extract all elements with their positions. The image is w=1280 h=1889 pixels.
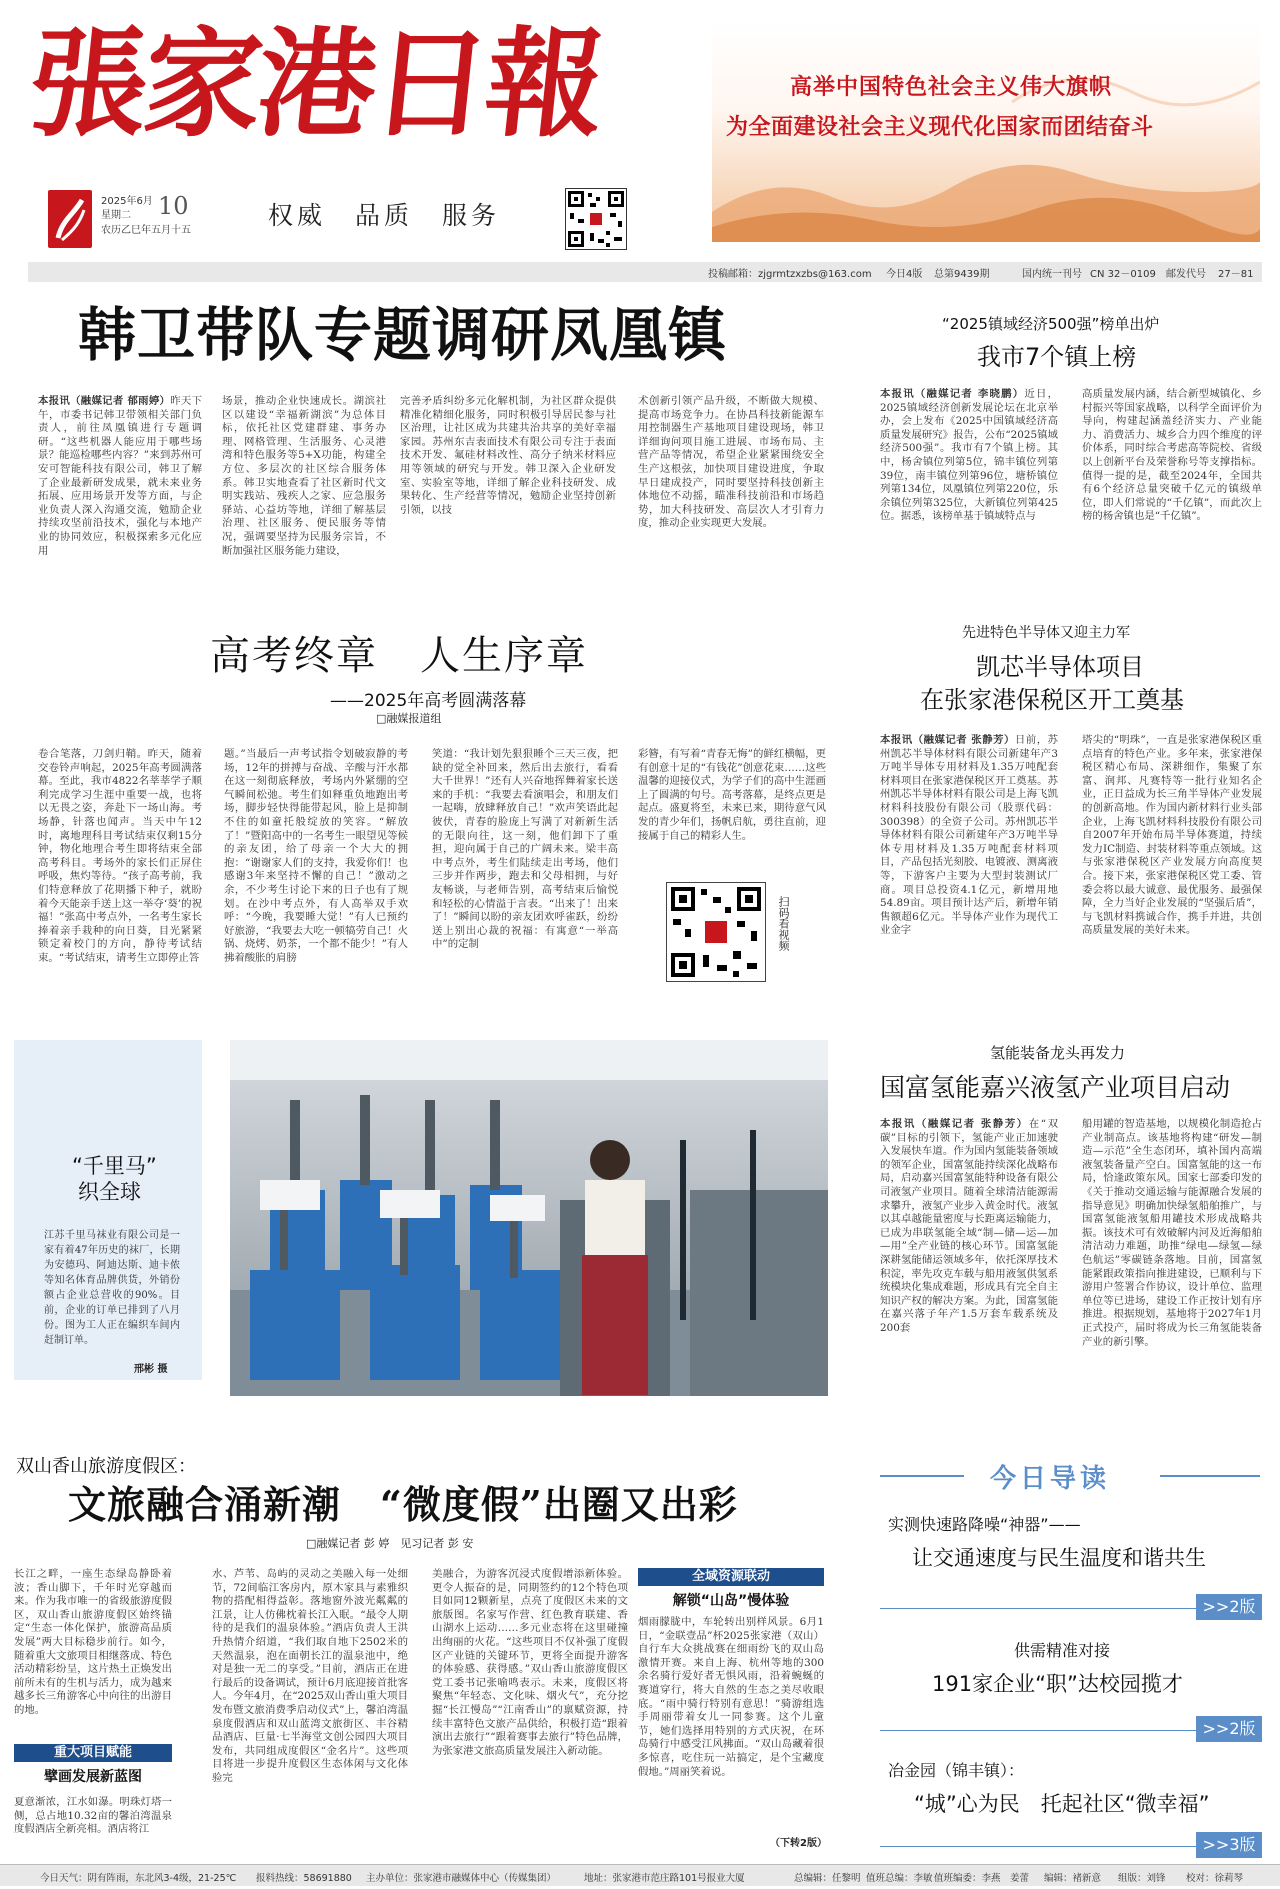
gaokao-col-1: [38, 748, 202, 990]
gaokao-col-2: [224, 748, 408, 990]
guide-title: 今日导读: [990, 1464, 1111, 1494]
lead-headline: 韩卫带队专题调研凤凰镇: [78, 301, 728, 369]
tourism-section-label-1: 重大项目赋能: [14, 1744, 172, 1762]
masthead-motto: 权威 品质 服务: [268, 201, 501, 230]
hydrogen-headline: 国富氢能嘉兴液氢产业项目启动: [880, 1073, 1231, 1102]
guide-item-3-page[interactable]: >>3版: [1196, 1832, 1262, 1858]
guide-item-2-underline: [880, 1730, 1210, 1731]
masthead-lunar: 农历乙巳年五月十五: [101, 225, 191, 236]
footer-hotline: 报料热线：58691880: [256, 1873, 352, 1884]
guide-item-1-headline[interactable]: 让交通速度与民生温度和谐共生: [912, 1546, 1206, 1570]
qianlima-credit: 邢彬 摄: [134, 1364, 168, 1375]
footer-night: 值班总编：李敏: [866, 1873, 933, 1884]
semicon-byline: 本报讯（融媒记者 张静芳）: [880, 734, 1015, 746]
towns-byline: 本报讯（融媒记者 李晓鹏）: [880, 388, 1025, 400]
tourism-byline: □融媒记者 彭 婷 见习记者 彭 安: [306, 1537, 474, 1550]
lead-col-1: [38, 395, 202, 573]
lead-text-3: 完善矛盾纠纷多元化解机制，为社区群众提供精准化精细化服务，同时积极引导居民参与社区治理，让社区成为共建共治共享的美好幸福家园。苏州东吉表面技术有限公司专注于表面技术开发、氟硅材料改性、高分子纳米材料应用等领域的研究与开发。韩卫深入企业研发室、实验室等地，详细了解企业科技研发、成果转化、生产经营等情况，勉励企业坚持创新引领，以技: [400, 395, 616, 516]
lead-col-4: [638, 395, 824, 573]
masthead-date: 2025年6月: [101, 196, 153, 207]
qianlima-title-2: 织全球: [78, 1180, 141, 1204]
info-email: 投稿邮箱：zjgrmtzxzbs@163.com: [708, 269, 872, 280]
masthead-day: 10: [158, 192, 189, 220]
semicon-headline-2: 在张家港保税区开工奠基: [920, 686, 1184, 714]
qianlima-title-1: “千里马”: [72, 1154, 157, 1178]
masthead-logo: [22, 14, 608, 164]
lead-col-2: [222, 395, 386, 573]
tourism-col-2: [212, 1568, 408, 1850]
towns-text-1: 近日，2025镇域经济创新发展论坛在北京举办，会上发布《2025中国镇域经济高质量发展研究》报告，公布“2025镇域经济500强”。我市有7个镇上榜。其中，杨舍镇位列第5位，锦丰镇位列第39位，南丰镇位列第96位，塘桥镇位列第134位，凤凰镇位列第220位，乐余镇位列第325位，大新镇位列第425位。据悉，该榜单基于镇域特点与: [880, 388, 1058, 523]
semicon-col-1: [880, 734, 1058, 990]
info-pages: 今日4版: [886, 269, 923, 280]
gaokao-text-3: 笑道：“我计划先狠狠睡个三天三夜，把缺的觉全补回来，然后出去旅行，看看大千世界！”还有人兴奋地挥舞着家长送来的手机：“我要去看演唱会，和朋友们一起嗨，放肆释放自己！”欢声笑语此起彼伏，青春的脸庞上写满了对新新生活的无限向往，这一刻，他们卸下了重担，迎向属于自己的广阔未来。梁丰高中考点外，考生们陆续走出考场，他们三步并作两步，跑去和父母相拥，与好友畅谈，与老师告别，高考结束后愉悦和轻松的心情溢于言表。“出来了！出来了！”瞬间以盼的亲友团欢呼雀跃，纷纷送上别出心裁的祝福：有寓意“一举高中”的定制: [432, 748, 618, 951]
info-bar: [28, 262, 1262, 282]
factory-photo: [230, 1040, 828, 1396]
tourism-text-2: 水、芦苇、岛屿的灵动之美融入每一处细节，72间临江客房内，原木家具与素雅织物的搭配相得益彰。落地窗外波光粼粼的江景，让人仿佛枕着长江入眠。“最令人期待的是我们的温泉体验。”酒店负责人王洪升热情介绍道，“我们取自地下2502米的天然温泉，泡在面朝长江的温泉池中，绝对是独一无二的享受。”目前，酒店正在进行最后的设备调试，预计6月底迎接首批客人。今年4月，在“2025双山香山重大项目发布暨文旅消费季启动仪式”上，馨泊湾温泉度假酒店和双山蓝湾文旅街区、丰谷精品酒店、巨量·七半海堂文创公园四大项目发布，共同组成度假区“金名片”。这些项目将进一步提升度假区生态体闲与文化体验完: [212, 1568, 408, 1784]
masthead-weekday: 星期二: [101, 210, 131, 221]
semicon-kicker: 先进特色半导体又迎主力军: [962, 625, 1130, 641]
footer-weather: 今日天气：阴有阵雨，东北风3-4级，21-25℃: [40, 1873, 237, 1884]
slogan-banner: [712, 22, 1260, 242]
tourism-kicker: 双山香山旅游度假区：: [16, 1456, 196, 1477]
tourism-section-label-2: 全域资源联动: [638, 1568, 824, 1586]
gaokao-headline: 高考终章 人生序章: [210, 633, 588, 679]
tourism-section-sub-2: 解锁“山岛”慢体验: [672, 1593, 790, 1609]
towns-col-2: [1082, 388, 1262, 568]
towns-headline: 我市7个镇上榜: [977, 343, 1137, 371]
info-cn-number: CN 32－0109: [1090, 269, 1156, 280]
gaokao-text-1: 卷合笔落，刀剑归鞘。昨天，随着交卷铃声响起，2025年高考圆满落幕。至此，我市4822名莘莘学子顺利完成学习生涯中重要一战，也将以无畏之姿，奔赴下一场山海。考场静，针落也闻声。当天中午12时，离地理科目考试结束仅剩15分钟，物化地理合考生即将结束全部高考科目。考场外的家长们正屏住呼吸，焦灼等待。“孩子高考前，我们特意释放了花期播下种子，就盼着今天能亲手送上这一举夺‘葵’的祝福！”张高中考点外，一名考生家长捧着亲手栽种的向日葵，目光紧紧锁定着校门的方向，静待考试结束。“考试结束，请考生立即停止答: [38, 748, 202, 964]
tourism-text-1: 长江之畔，一座生态绿岛静卧着波；香山脚下，千年时光穿越而来。作为我市唯一的省级旅游度假区，双山香山旅游度假区始终锚定“生态一体化保护，旅游高品质发展”两大目标稳步前行。如今，随着重大文旅项目相继落成、特色活动精彩纷呈，这片热土正焕发出前所未有的生机与活力，成为越来越多长三角游客心中向往的出游目的地。: [14, 1568, 172, 1716]
tourism-col-1b: [14, 1796, 172, 1850]
lead-text-1: 昨天下午，市委书记韩卫带领相关部门负责人，前往凤凰镇进行专题调研。“这些机器人能应用于哪些场景？能巡检哪些内容？”来到苏州可安可智能科技有限公司，韩卫了解了企业最新研发成果，就未来业务拓展、应用场景开发等方面，与企业负责人深入沟通交流，勉励企业持续攻坚前沿技术，强化与本地产业的协同效应，积极探索多元化应用: [38, 395, 202, 557]
tourism-headline: 文旅融合涌新潮 “微度假”出圈又出彩: [68, 1482, 738, 1527]
guide-rule-left: [880, 1475, 964, 1477]
tourism-col-4: [638, 1616, 824, 1834]
gaokao-video-qr[interactable]: [666, 882, 766, 982]
semicon-col-2: [1082, 734, 1262, 990]
qianlima-caption: 江苏千里马袜业有限公司是一家有着47年历史的袜厂，长期为安德玛、阿迪达斯、迪卡侬等知名体育品牌供货，外销份额占企业总营收的90%。目前，企业的订单已排到了八月份。图为工人正在编织车间内赶制订单。: [44, 1230, 180, 1346]
tourism-text-4: 烟雨朦胧中，车轮转出别样风景。6月1日，“金联壹品”杯2025张家港（双山）自行车大众挑战赛在细雨纷飞的双山岛激情开赛。来自上海、杭州等地的300余名骑行爱好者无惧风雨，沿着蜿蜒的赛道穿行，将大自然的生态之美尽收眼底。“雨中骑行特别有意思！”骑游组选手周丽带着女儿一同参赛。这个儿童节，她们选择用特别的方式庆祝，在环岛骑行中感受江风拂面。“双山岛藏着很多惊喜，吃住玩一站搞定，是个宝藏度假地。”周丽笑着说。: [638, 1616, 824, 1778]
lead-byline: 本报讯（融媒记者 郁雨婷）: [38, 395, 171, 407]
gaokao-subtitle: ——2025年高考圆满落幕: [330, 691, 527, 711]
guide-item-1-kicker: 实测快速路降噪“神器”——: [888, 1515, 1081, 1534]
towns-kicker: “2025镇域经济500强”榜单出炉: [942, 315, 1160, 333]
lead-text-2: 场景，推动企业快速成长。湖滨社区以建设“幸福新湖滨”为总体目标，依托社区党建群建、事务办理、网格管理、生活服务、心灵港湾和特色服务等5+X功能，构建全方位、多层次的社区综合服务体系。韩卫实地查看了社区新时代文明实践站、残疾人之家、应急服务驿站、心益坊等地，详细了解基层治理、社区服务、便民服务等情况，强调要坚持为民服务宗旨，不断加强社区服务能力建设，: [222, 395, 386, 557]
tourism-text-3: 美融合，为游客沉浸式度假增添新体验。更令人振奋的是，同期签约的12个特色项目如同12颗新星，点亮了度假区未来的文旅版图。名家写作营、红色教育联建、香山湖水上运动……多元业态将在这里碰撞出绚丽的火花。“这些项目不仅补强了度假区产业链的关键环节，更将全面提升游客的体验感、获得感。”双山香山旅游度假区党工委书记张喻鸣表示。未来，度假区将聚焦“年轻态、文化味、烟火气”，充分挖掘“长江慢岛”“江南香山”的禀赋资源，持续丰富特色文旅产品供给，积极打造“跟着演出去旅行”“跟着赛事去旅行”特色品牌，为张家港文旅高质量发展注入新动能。: [432, 1568, 628, 1757]
guide-item-2-page[interactable]: >>2版: [1196, 1716, 1262, 1742]
lead-col-3: [400, 395, 616, 573]
towns-text-2: 高质量发展内涵，结合新型城镇化、乡村振兴等国家战略，以科学全面评价为导向，构建起涵盖经济实力、产业能力、消费活力、城乡合力四个维度的评价体系，同时综合考虑高等院校、省级以上创新平台及荣誉称号等支撑指标。值得一提的是，截至2024年，全国共有6个经济总量突破千亿元的镇级单位，即人们常说的“千亿镇”，而此次上榜的杨舍镇也是“千亿镇”。: [1082, 388, 1262, 523]
gaokao-col-4: [638, 748, 826, 866]
hydrogen-text-1: 在“双碳”目标的引领下，氢能产业正加速驶入发展快车道。作为国内氢能装备领域的领军企业，国富氢能持续深化战略布局，启动嘉兴国富氢能特种设备有限公司液氢产业项目。随着全球清洁能源需求攀升，液氢产业步入黄金时代。液氢以其卓越能量密度与长距离运输能力，已成为串联氢能全域“制—储—运—加—用”全产业链的核心环节。国富氢能深耕氢能储运领域多年，依托深厚技术积淀，率先攻克车载与船用液氢供氢系统模块化集成难题，形成具有完全自主知识产权的解决方案。为此，国富氢能在嘉兴落子年产1.5万套车载系统及200套: [880, 1118, 1058, 1334]
slogan-line-1: 高举中国特色社会主义伟大旗帜: [790, 75, 1113, 100]
guide-item-1-underline: [880, 1608, 1210, 1609]
date-emblem: [48, 190, 92, 248]
gaokao-qr-label: 扫码看视频: [777, 896, 790, 951]
guide-item-2-kicker: 供需精准对接: [1014, 1641, 1111, 1660]
gaokao-text-2: 题。”当最后一声考试指令划破寂静的考场，12年的拼搏与奋战、辛酸与汗水都在这一刻彻底释放，考场内外紧绷的空气瞬间松弛。考生们如释重负地跑出考场，脚步轻快得能带起风，脸上是抑制不住的如童托般绽放的笑容。“解放了！”暨阳高中的一名考生一眼望见等候的亲友团，给了母亲一个大大的拥抱：“谢谢家人们的支持，我爱你们！也感谢3年来坚持不懈的自己！”激动之余，不少考生讨论下来的日子也有了规划。在沙中考点外，有人高举双手欢呼：“今晚，我要睡大觉！”有人已预约好旅游，“我要去大吃一顿犒劳自己！火锅、烧烤、奶茶，一个都不能少！”有人拂着酸胀的肩膀: [224, 748, 408, 964]
info-issue: 总第9439期: [934, 269, 990, 280]
semicon-headline-1: 凯芯半导体项目: [976, 653, 1144, 681]
hydrogen-col-1: [880, 1118, 1058, 1380]
footer-chief: 总编辑：任黎明: [794, 1873, 861, 1884]
masthead-qr-code[interactable]: [565, 188, 627, 250]
guide-item-3-kicker: 冶金园（锦丰镇）：: [888, 1761, 1025, 1780]
tourism-text-1b: 夏意渐浓，江水如瀑。明珠灯塔一侧，总占地10.32亩的馨泊湾温泉度假酒店全新亮相。酒店将江: [14, 1796, 172, 1836]
footer-bar: [0, 1864, 1280, 1886]
tourism-section-sub-1: 擘画发展新蓝图: [44, 1769, 142, 1785]
tourism-continued[interactable]: （下转2版）: [770, 1838, 827, 1849]
gaokao-byline: □融媒报道组: [376, 712, 442, 725]
footer-address: 地址：张家港市范庄路101号报业大厦: [584, 1873, 745, 1884]
guide-rule-right: [1160, 1475, 1260, 1477]
footer-editor: 编辑：褚新意: [1044, 1873, 1102, 1884]
tourism-col-3: [432, 1568, 628, 1850]
tourism-col-1: [14, 1568, 172, 1734]
qianlima-caption-box: [14, 1040, 202, 1380]
footer-committee: 值班编委：李燕 姜蕾: [934, 1873, 1030, 1884]
guide-item-3-headline[interactable]: “城”心为民 托起社区“微幸福”: [914, 1792, 1210, 1816]
semicon-text-1: 日前，苏州凯芯半导体材料有限公司新建年产3万吨半导体专用材料及1.35万吨配套材料项目在张家港保税区开工奠基。苏州凯芯半导体材料有限公司是上海飞凯材料科技股份有限公司（股票代码：300398）的全资子公司。苏州凯芯半导体材料有限公司新建年产3万吨半导体专用材料及1.35万吨配套材料项目，产品包括光刻胶、电镀液、测离液等，下游客户主要为大型封装测试厂商。项目总投资4.1亿元，新增用地54.89亩。项目预计达产后，新增年销售额超6亿元。半导体产业作为现代工业金字: [880, 734, 1058, 937]
hydrogen-text-2: 船用罐的智造基地，以规模化制造抢占产业制高点。该基地将构建“研发—制造—示范”全生态闭环，填补国内高端液氢装备量产空白。国富氢能的这一布局，恰逢政策东风。国家七部委印发的《关于推动交通运输与能源融合发展的指导意见》明确加快绿氢船舶推广，与国富氢能液氢船用罐技术形成战略共振。该技术可有效破解内河及近海船舶清洁动力难题，助推“绿电—绿氢—绿色航运”零碳链条落地。目前，国富氢能紧跟政策指向推进建设，已顺利与下游用户签署合作协议，设计单位、监理单位等已进场，建设工作正按计划有序推进。根据规划，基地将于2027年1月正式投产，届时将成为长三角氢能装备产业的新引擎。: [1082, 1118, 1262, 1348]
lead-text-4: 术创新引领产品升级，不断做大规模、提高市场竞争力。在协昌科技新能源车用控制器生产基地项目建设现场，韩卫详细询问项目施工进展、市场布局、主营产品等情况，希望企业紧紧围绕安全生产这根弦，加快项目建设进度，争取早日建成投产，同时要坚持科技创新主体地位不动摇，瞄准科技前沿和市场趋势，加大科技研发、高层次人才引育力度，推动企业实现更大发展。: [638, 395, 824, 530]
guide-item-2-headline[interactable]: 191家企业“职”达校园揽才: [932, 1672, 1183, 1696]
info-cn-label: 国内统一刊号: [1022, 269, 1082, 280]
masthead-title: 張家港日報: [22, 14, 608, 153]
info-post-label: 邮发代号: [1166, 269, 1206, 280]
footer-proof: 校对：徐莉琴: [1186, 1873, 1244, 1884]
gaokao-text-4: 彩簪，有写着“青春无悔”的鲜红横幅，更有创意十足的“有钱花”创意花束……这些温馨的迎接仪式，为学子们的高中生涯画上了圆满的句号。高考落幕，是终点更是起点。盛夏将至，未来已来，期待意气风发的青少年们，扬帆启航，勇往直前，迎接属于自己的精彩人生。: [638, 748, 826, 842]
info-post-number: 27－81: [1218, 269, 1254, 280]
guide-item-3-underline: [880, 1846, 1210, 1847]
hydrogen-col-2: [1082, 1118, 1262, 1380]
footer-sponsor: 主办单位：张家港市融媒体中心（传媒集团）: [366, 1873, 557, 1884]
hydrogen-byline: 本报讯（融媒记者 张静芳）: [880, 1118, 1029, 1130]
slogan-line-2: 为全面建设社会主义现代化国家而团结奋斗: [726, 115, 1154, 140]
guide-item-1-page[interactable]: >>2版: [1196, 1594, 1262, 1620]
gaokao-col-3: [432, 748, 618, 990]
semicon-text-2: 塔尖的“明珠”，一直是张家港保税区重点培育的特色产业。多年来，张家港保税区精心布局、深耕细作，集聚了东富、润邦、凡赛特等一批行业知名企业，正日益成为长三角半导体产业发展的创新高地。作为国内新材料行业头部企业，上海飞凯材料科技股份有限公司自2007年开始布局半导体赛道，持续发力IC制造、封装材料等重点领域。这与张家港保税区产业发展方向高度契合。接下来，张家港保税区党工委、管委会将以最大诚意、最优服务、最强保障，全力当好企业发展的“坚强后盾”，与飞凯材料携诚合作，携手并进，共创高质量发展的美好未来。: [1082, 734, 1262, 937]
towns-col-1: [880, 388, 1058, 568]
footer-layout: 组版：刘锋: [1118, 1873, 1166, 1884]
hydrogen-kicker: 氢能装备龙头再发力: [990, 1044, 1126, 1062]
